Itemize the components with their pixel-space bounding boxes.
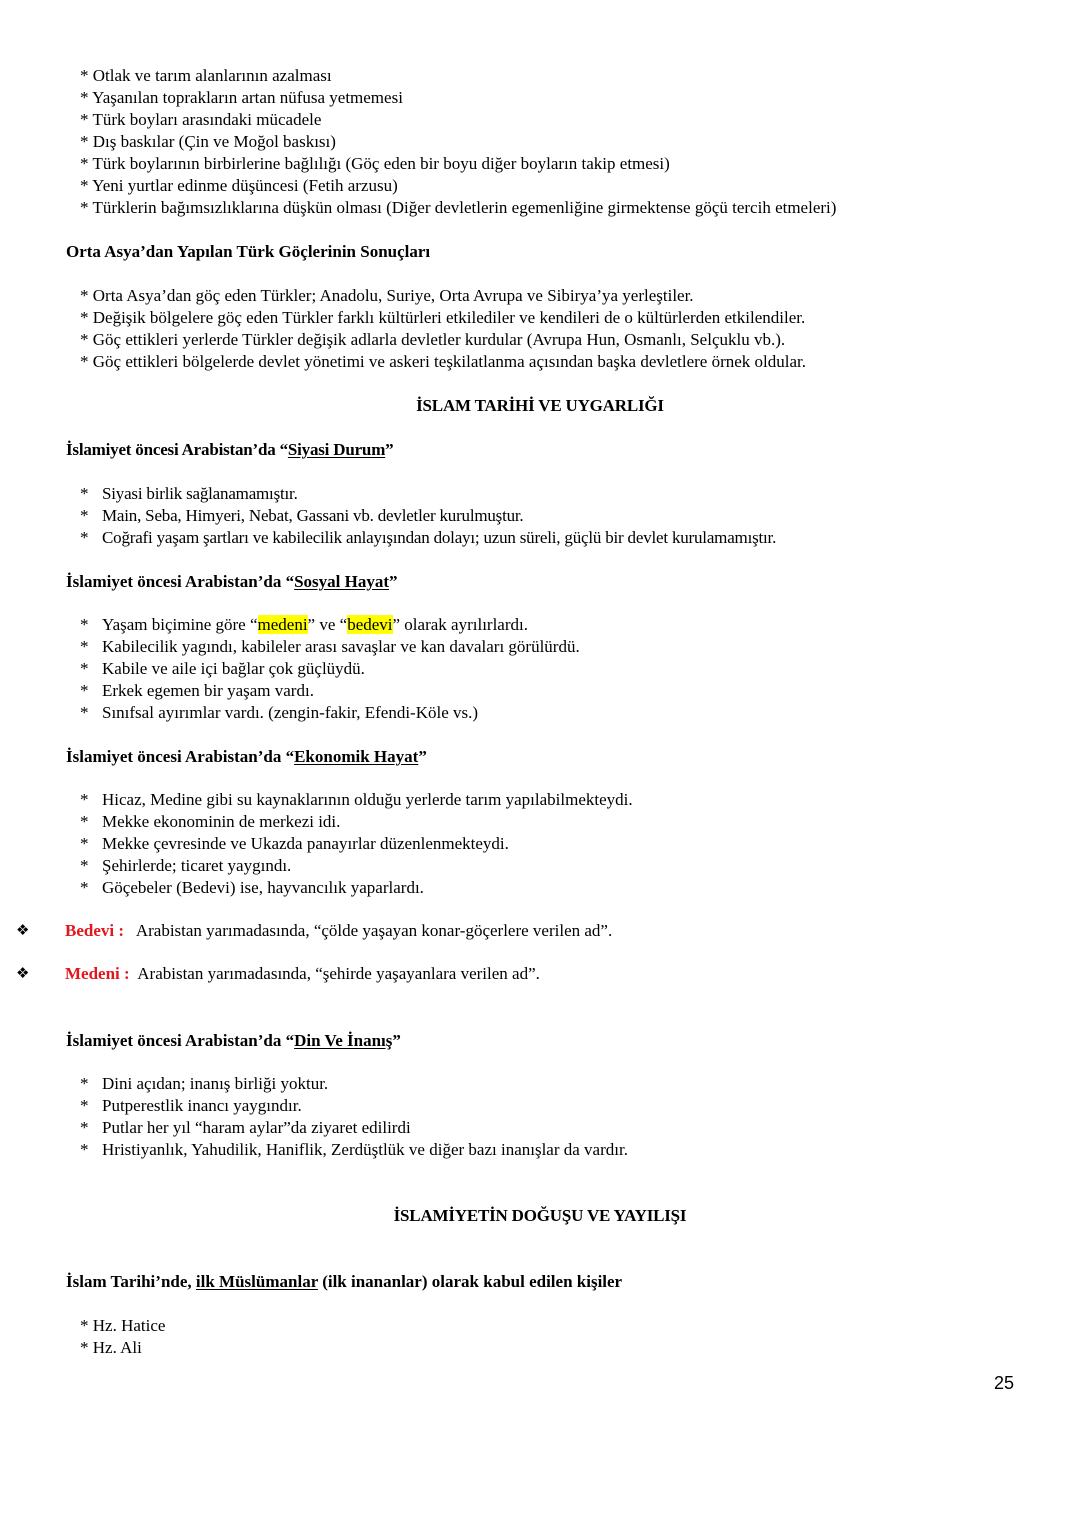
bullet-star: * [80,790,89,809]
dogus-section-title: İSLAMİYETİN DOĞUŞU VE YAYILIŞI [393,1206,687,1225]
sosyal-item [80,658,365,680]
ekonomik-item [80,877,424,899]
bullet-star: * [80,659,89,678]
item-text: Coğrafi yaşam şartları ve kabilecilik anlayışından dolayı; uzun süreli, güçlü bir devlet kurulamamıştır. [102,528,777,547]
cause-item: * Yaşanılan toprakların artan nüfusa yetmemesi [80,88,403,107]
definition-term: Bedevi : [65,921,125,940]
highlight-bedevi: bedevi [347,615,393,634]
item-text: Göçebeler (Bedevi) ise, hayvancılık yaparlardı. [102,878,424,897]
definition-medeni [65,963,540,985]
heading-topic: Siyasi Durum [287,440,386,459]
bullet-star: * [80,1096,89,1115]
islam-section-title: İSLAM TARİHİ VE UYGARLIĞI [416,396,664,415]
cause-item: * Türklerin bağımsızlıklarına düşkün olması (Diğer devletlerin egemenliğine girmektense göçü tercih etmeleri) [80,198,837,217]
result-item: * Orta Asya’dan göç eden Türkler; Anadolu, Suriye, Orta Avrupa ve Sibirya’ya yerleştiler. [80,286,694,305]
bullet-star: * [80,1140,89,1159]
bullet-star: * [80,681,89,700]
diamond-bullet-icon: ❖ [16,921,30,939]
item-text: Putlar her yıl “haram aylar”da ziyaret edilirdi [102,1118,411,1137]
definition-bedevi [65,920,612,942]
heading-topic: Sosyal Hayat [294,572,390,591]
ilk-musluman-item: * Hz. Hatice [80,1316,166,1335]
item-text: Erkek egemen bir yaşam vardı. [102,681,314,700]
bullet-star: * [80,637,89,656]
cause-item: * Türk boylarının birbirlerine bağlılığı (Göç eden bir boyu diğer boyların takip etmesi) [80,154,670,173]
heading-suffix: ” [385,440,394,459]
din-heading [66,1030,401,1052]
bullet-star: * [80,703,89,722]
item-text: Kabilecilik yagındı, kabileler arası savaşlar ve kan davaları görülürdü. [102,637,580,656]
bullet-star: * [80,615,89,634]
item-text: Kabile ve aile içi bağlar çok güçlüydü. [102,659,365,678]
heading-prefix: İslamiyet öncesi Arabistan’da “ [66,747,295,766]
item-text: Siyasi birlik sağlanamamıştır. [102,484,298,503]
definition-text: Arabistan yarımadasında, “şehirde yaşayanlara verilen ad”. [137,964,540,983]
heading-topic: Ekonomik Hayat [294,747,419,766]
diamond-bullet-icon: ❖ [16,964,30,982]
ekonomik-item [80,811,340,833]
heading-prefix: İslam Tarihi’nde, [66,1272,196,1291]
bullet-star: * [80,1118,89,1137]
sosyal-item [80,614,528,636]
item-text: Şehirlerde; ticaret yaygındı. [102,856,292,875]
item-text: Hicaz, Medine gibi su kaynaklarının olduğu yerlerde tarım yapılabilmekteydi. [102,790,633,809]
sosyal-heading [66,571,398,593]
item-text: Mekke ekonominin de merkezi idi. [102,812,341,831]
ilk-musluman-item: * Hz. Ali [80,1338,142,1357]
item-text: Dini açıdan; inanış birliği yoktur. [102,1074,329,1093]
heading-suffix: ” [389,572,398,591]
bullet-star: * [80,856,89,875]
heading-prefix: İslamiyet öncesi Arabistan’da “ [66,572,295,591]
din-item [80,1073,328,1095]
sosyal-item [80,680,314,702]
heading-suffix: ” [392,1031,401,1050]
din-item [80,1139,628,1161]
ekonomik-item [80,833,509,855]
cause-item: * Otlak ve tarım alanlarının azalması [80,66,332,85]
siyasi-heading [66,439,393,461]
page-number: 25 [994,1373,1015,1393]
item-text: ” olarak ayrılırlardı. [392,615,528,634]
definition-term: Medeni : [65,964,130,983]
ekonomik-item [80,855,291,877]
heading-suffix: (ilk inananlar) olarak kabul edilen kişiler [317,1272,623,1291]
din-item [80,1117,411,1139]
heading-suffix: ” [418,747,427,766]
din-item [80,1095,302,1117]
bullet-star: * [80,528,89,547]
heading-prefix: İslamiyet öncesi Arabistan’da “ [66,440,288,459]
item-text: Hristiyanlık, Yahudilik, Haniflik, Zerdüştlük ve diğer bazı inanışlar da vardır. [102,1140,628,1159]
item-text: Mekke çevresinde ve Ukazda panayırlar düzenlenmekteydi. [102,834,509,853]
sosyal-item [80,702,478,724]
definition-text: Arabistan yarımadasında, “çölde yaşayan konar-göçerlere verilen ad”. [135,921,613,940]
item-text: Main, Seba, Himyeri, Nebat, Gassani vb. devletler kurulmuştur. [102,506,524,525]
item-text: Yaşam biçimine göre “ [102,615,258,634]
sosyal-item [80,636,580,658]
cause-item: * Yeni yurtlar edinme düşüncesi (Fetih arzusu) [80,176,398,195]
result-item: * Göç ettikleri yerlerde Türkler değişik adlarla devletler kurdular (Avrupa Hun, Osmanlı, Selçuklu vb.). [80,330,786,349]
ilk-muslumanlar-heading [66,1271,622,1293]
results-heading: Orta Asya’dan Yapılan Türk Göçlerinin Sonuçları [66,242,431,261]
heading-topic: Din Ve İnanış [294,1031,393,1050]
bullet-star: * [80,506,89,525]
item-text: ” ve “ [307,615,348,634]
bullet-star: * [80,1074,89,1093]
siyasi-item [80,505,523,527]
bullet-star: * [80,812,89,831]
siyasi-item [80,483,298,505]
cause-item: * Türk boyları arasındaki mücadele [80,110,322,129]
bullet-star: * [80,878,89,897]
ekonomik-item [80,789,633,811]
siyasi-item [80,527,776,549]
result-item: * Değişik bölgelere göç eden Türkler farklı kültürleri etkilediler ve kendileri de o kültürlerden etkilendiler. [80,308,806,327]
result-item: * Göç ettikleri bölgelerde devlet yönetimi ve askeri teşkilatlanma açısından başka devletlere örnek oldular. [80,352,807,371]
item-text: Putperestlik inancı yaygındır. [102,1096,302,1115]
bullet-star: * [80,834,89,853]
heading-underlined: ilk Müslümanlar [195,1272,318,1291]
cause-item: * Dış baskılar (Çin ve Moğol baskısı) [80,132,336,151]
item-text: Sınıfsal ayırımlar vardı. (zengin-fakir, Efendi-Köle vs.) [102,703,479,722]
heading-prefix: İslamiyet öncesi Arabistan’da “ [66,1031,295,1050]
bullet-star: * [80,484,89,503]
highlight-medeni: medeni [257,615,308,634]
ekonomik-heading [66,746,427,768]
